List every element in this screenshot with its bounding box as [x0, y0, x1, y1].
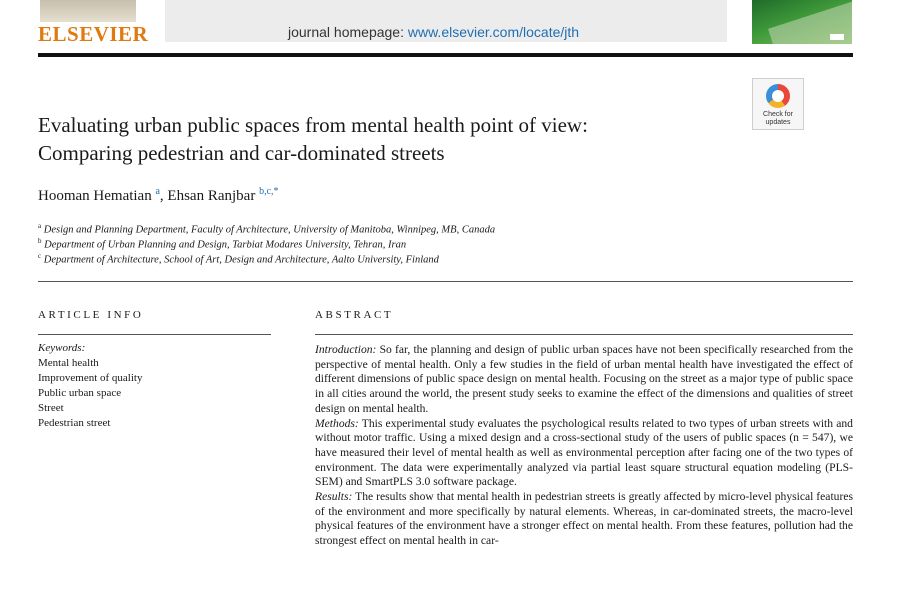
affiliation-text: Design and Planning Department, Faculty of Architecture, University of Manitoba, Winnipeg, MB, Canada	[43, 224, 496, 236]
article-title	[38, 111, 738, 167]
results-label: Results:	[315, 490, 353, 504]
results-text: The results show that mental health in pedestrian streets is greatly affected by micro-level physical features of the environment and more specifically by natural elements. Whereas, in car-dominated streets, the macro-level physical features of the environment have a stronger effect on mental health. From these features, pollution had the strongest effect on mental health in car-	[315, 490, 853, 548]
abstract-methods	[315, 417, 853, 491]
introduction-text: So far, the planning and design of public urban spaces have not been specifically researched from the perspective of mental health. Only a few studies in the field of urban mental health have investigated the effect of different dimensions of public space design on mental health. Focusing on the street as a major type of public space in all cities around the world, the present study seeks to examine the effect of the dimensions and qualities of street design on mental health.	[315, 343, 853, 415]
affiliation-text: Department of Architecture, School of Art, Design and Architecture, Aalto University, Finland	[43, 254, 439, 266]
abstract-introduction	[315, 343, 853, 417]
keyword[interactable]: Street	[38, 402, 64, 414]
header-divider	[38, 53, 853, 57]
front-matter-divider	[38, 281, 853, 282]
article-info-heading: ARTICLE INFO	[38, 309, 144, 321]
elsevier-tree-logo	[40, 0, 136, 22]
introduction-label: Introduction:	[315, 343, 377, 356]
homepage-link[interactable]: www.elsevier.com/locate/jth	[407, 24, 580, 40]
elsevier-logo-text: ELSEVIER	[38, 22, 149, 46]
journal-cover-image	[752, 0, 852, 44]
badge-line1: Check for	[763, 111, 793, 118]
author-affiliation-mark[interactable]: b,c,*	[259, 186, 279, 197]
journal-homepage	[288, 24, 579, 40]
affiliation	[38, 237, 406, 251]
author-name[interactable]: Hooman Hematian	[38, 188, 152, 204]
keyword[interactable]: Public urban space	[38, 387, 122, 399]
article-info-divider	[38, 334, 271, 335]
affiliation-mark: c	[38, 252, 42, 260]
check-for-updates-badge[interactable]	[752, 78, 804, 130]
keyword[interactable]: Improvement of quality	[38, 372, 143, 384]
keyword[interactable]: Pedestrian street	[38, 417, 111, 429]
author-name[interactable]: Ehsan Ranjbar	[167, 188, 256, 204]
author-affiliation-mark[interactable]: a	[155, 186, 160, 197]
abstract-divider	[315, 334, 853, 335]
title-line-2: Comparing pedestrian and car-dominated streets	[38, 141, 445, 165]
badge-line2: updates	[765, 119, 791, 126]
abstract-heading: ABSTRACT	[315, 309, 394, 321]
keyword[interactable]: Mental health	[38, 357, 99, 369]
affiliation	[38, 222, 495, 236]
homepage-label: journal homepage:	[288, 24, 404, 40]
author-list: Hooman Hematian $^a$, Ehsan Ranjbar $^{b,c,*}$	[38, 186, 279, 204]
abstract-results	[315, 490, 853, 549]
affiliation-text: Department of Urban Planning and Design, Tarbiat Modares University, Tehran, Iran	[44, 239, 407, 251]
keywords-label: Keywords:	[38, 342, 86, 354]
affiliation-mark: a	[38, 222, 42, 230]
methods-text: This experimental study evaluates the psychological results related to two types of urban streets with and without motor traffic. Using a mixed design and a cross-sectional study of the users of public spaces (n = 547), we have measured their level of mental health as well as environmental perception after facing one of the two types of environment. The data were experimentally analyzed via partial least square structural equation modeling (PLS-SEM) and SmartPLS 3.0 software package.	[315, 416, 853, 489]
abstract-body	[315, 343, 853, 549]
methods-label: Methods:	[315, 416, 359, 430]
affiliation	[38, 252, 439, 266]
title-line-1: Evaluating urban public spaces from mental health point of view:	[38, 113, 588, 137]
affiliation-mark: b	[38, 237, 42, 245]
crossmark-icon	[766, 84, 790, 108]
